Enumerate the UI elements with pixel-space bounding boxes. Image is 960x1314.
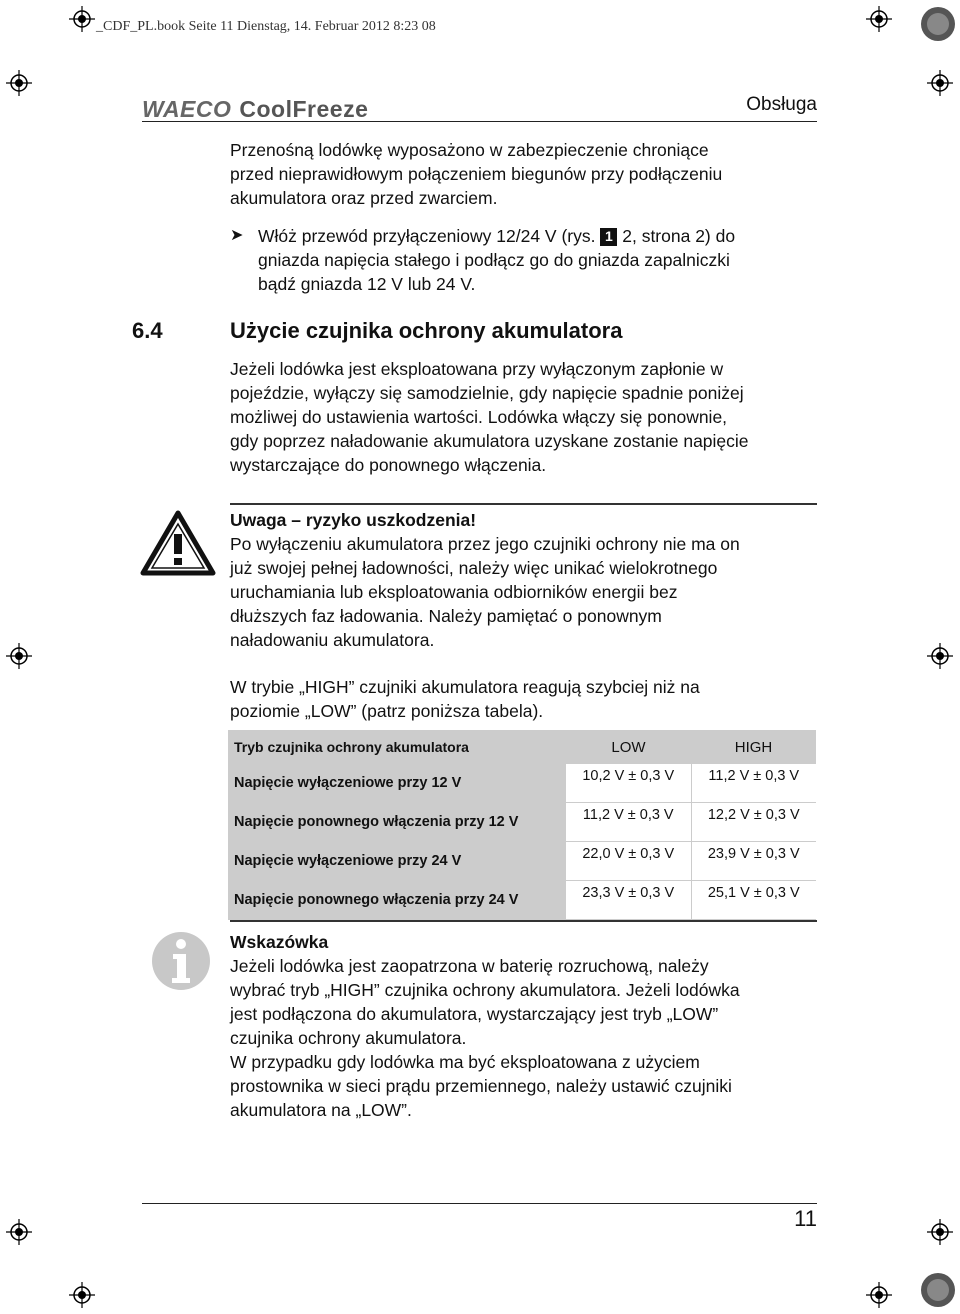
text-line [258,224,820,248]
text-line: akumulatora oraz przed zwarciem. [230,188,498,208]
warning-title: Uwaga – ryzyko uszkodzenia! [230,510,477,530]
text-line: przed nieprawidłowym połączeniem biegunów przy podłączeniu [230,164,723,184]
table-cell: Napięcie wyłączeniowe przy 24 V [228,842,566,881]
table-cell: Napięcie ponownego włączenia przy 12 V [228,803,566,842]
warning-triangle-icon [140,510,216,576]
step-text: 2, strona 2) do [622,226,736,246]
text-line: prostownika w sieci prądu przemiennego, należy ustawić czujniki [230,1076,732,1096]
table-row [228,881,816,920]
text-line: już swojej pełnej ładowności, należy więc unikać wielokrotnego [230,558,718,578]
print-file-header: _CDF_PL.book Seite 11 Dienstag, 14. Februar 2012 8:23 08 [96,19,436,34]
table-cell: 22,0 V ± 0,3 V [566,842,691,881]
text-line: akumulatora na „LOW”. [230,1100,412,1120]
info-icon [150,930,212,992]
text-line: uruchamiania lub eksploatowania odbiorników energii bez [230,582,678,602]
text-line: poziomie „LOW” (patrz poniższa tabela). [230,701,544,721]
sensor-voltage-table [228,730,816,920]
registration-mark-icon [6,1219,32,1245]
text-line: Przenośną lodówkę wyposażono w zabezpieczenie chroniące [230,140,709,160]
table-row [228,842,816,881]
registration-mark-icon [6,643,32,669]
text-line: W przypadku gdy lodówka ma być eksploatowana z użyciem [230,1052,700,1072]
text-line: pojeździe, wyłączy się samodzielnie, gdy napięcie spadnie poniżej [230,383,744,403]
header-rule [142,121,817,122]
registration-mark-icon [927,643,953,669]
text-line: naładowaniu akumulatora. [230,630,435,650]
note-title: Wskazówka [230,932,329,952]
brand-logo [142,96,368,123]
color-calibration-circle-icon [918,4,958,44]
table-cell: 10,2 V ± 0,3 V [566,764,691,803]
mode-paragraph [230,675,820,723]
registration-mark-icon [6,70,32,96]
section-title: Użycie czujnika ochrony akumulatora [230,318,623,343]
table-cell: 12,2 V ± 0,3 V [691,803,816,842]
registration-mark-icon [69,1282,95,1308]
table-cell: 25,1 V ± 0,3 V [691,881,816,920]
table-header-cell: LOW [566,730,691,764]
registration-mark-icon [927,1219,953,1245]
text-line: W trybie „HIGH” czujniki akumulatora reagują szybciej niż na [230,677,700,697]
warning-block [230,508,820,652]
brand-company: WAECO [142,96,232,122]
table-cell: 23,9 V ± 0,3 V [691,842,816,881]
page-number: 11 [794,1206,817,1231]
text-line: czujnika ochrony akumulatora. [230,1028,467,1048]
table-row [228,764,816,803]
registration-mark-icon [69,6,95,32]
table-cell: 11,2 V ± 0,3 V [691,764,816,803]
text-line: Jeżeli lodówka jest eksploatowana przy wyłączonym zapłonie w [230,359,724,379]
text-line: możliwej do ustawienia wartości. Lodówka włączy się ponownie, [230,407,728,427]
section-number: 6.4 [132,318,163,343]
table-row [228,803,816,842]
intro-paragraph [230,138,820,210]
arrow-bullet-icon: ➤ [230,227,244,244]
warning-rule [230,503,817,505]
registration-mark-icon [927,70,953,96]
text-line: bądź gniazda 12 V lub 24 V. [258,274,476,294]
section-label: Obsługa [746,94,817,115]
table-header-row [228,730,816,764]
registration-mark-icon [866,1282,892,1308]
text-line: wybrać tryb „HIGH” czujnika ochrony akumulatora. Jeżeli lodówka [230,980,740,1000]
table-cell: Napięcie wyłączeniowe przy 12 V [228,764,566,803]
footer-rule [142,1203,817,1204]
figure-reference-badge: 1 [600,228,617,246]
note-rule [230,920,817,922]
table-cell: 23,3 V ± 0,3 V [566,881,691,920]
color-calibration-circle-icon [918,1270,958,1310]
note-block [230,930,820,1122]
text-line: Jeżeli lodówka jest zaopatrzona w baterię rozruchową, należy [230,956,709,976]
table-cell: 11,2 V ± 0,3 V [566,803,691,842]
table-cell: Napięcie ponownego włączenia przy 24 V [228,881,566,920]
brand-product: CoolFreeze [239,96,369,122]
text-line: wystarczające do ponownego włączenia. [230,455,547,475]
table-header-cell: HIGH [691,730,816,764]
table-header-cell: Tryb czujnika ochrony akumulatora [228,730,566,764]
text-line: gniazda napięcia stałego i podłącz go do gniazda zapalniczki [258,250,730,270]
step-text: Włóż przewód przyłączeniowy 12/24 V (rys. [258,226,596,246]
section-body [230,357,820,477]
text-line: dłuższych faz ładowania. Należy pamiętać o ponownym [230,606,662,626]
instruction-step [230,224,820,296]
registration-mark-icon [866,6,892,32]
text-line: Po wyłączeniu akumulatora przez jego czujniki ochrony nie ma on [230,534,740,554]
text-line: gdy poprzez naładowanie akumulatora uzyskane zostanie napięcie [230,431,749,451]
text-line: jest podłączona do akumulatora, wystarczający jest tryb „LOW” [230,1004,719,1024]
